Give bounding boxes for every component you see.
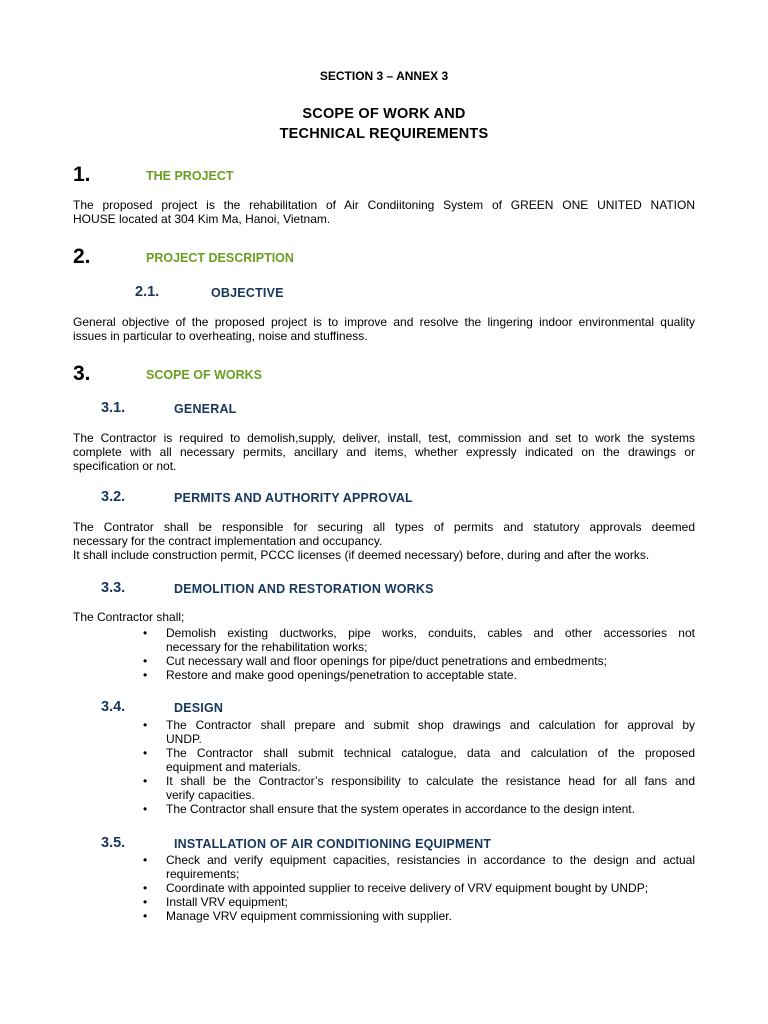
paragraph-line: HOUSE located at 304 Kim Ma, Hanoi, Vietnam. — [73, 212, 331, 226]
subsection-3-2-number: 3.2. — [101, 489, 126, 505]
subsection-3-4-bullet-list — [0, 718, 695, 816]
subsection-3-2-heading: PERMITS AND AUTHORITY APPROVAL — [174, 491, 413, 505]
subsection-3-4-number: 3.4. — [101, 699, 126, 715]
bullet-icon: • — [143, 626, 148, 640]
subsection-3-2-paragraph — [73, 520, 695, 562]
bullet-icon: • — [143, 895, 148, 909]
list-item — [0, 909, 695, 923]
list-item-text: equipment and materials. — [166, 760, 301, 774]
subsection-2-1-number: 2.1. — [135, 284, 160, 300]
bullet-icon: • — [143, 881, 148, 895]
bullet-icon: • — [143, 718, 148, 732]
subsection-3-1-paragraph — [73, 431, 695, 473]
list-item — [0, 895, 695, 909]
section-1-paragraph — [73, 198, 695, 226]
subsection-2-1-heading: OBJECTIVE — [211, 286, 284, 300]
subsection-3-3-heading: DEMOLITION AND RESTORATION WORKS — [174, 582, 434, 596]
paragraph-line: The proposed project is the rehabilitation of Air Condiitoning System of GREEN ONE UNITED NATION — [73, 198, 695, 212]
subsection-3-3-bullet-list — [0, 626, 695, 682]
subsection-3-5-number: 3.5. — [101, 835, 126, 851]
list-item-text: The Contractor shall submit technical catalogue, data and calculation of the proposed — [166, 746, 695, 760]
bullet-icon: • — [143, 909, 148, 923]
paragraph-line: General objective of the proposed project is to improve and resolve the lingering indoor environmental quality — [73, 315, 695, 329]
bullet-icon: • — [143, 654, 148, 668]
list-item — [0, 626, 695, 654]
list-item-text: Cut necessary wall and floor openings for pipe/duct penetrations and embedments; — [166, 654, 607, 668]
list-item-text: The Contractor shall ensure that the system operates in accordance to the design intent. — [166, 802, 635, 816]
paragraph-line: specification or not. — [73, 459, 177, 473]
document-title-line1: SCOPE OF WORK AND — [302, 106, 466, 122]
bullet-icon: • — [143, 774, 148, 788]
bullet-icon: • — [143, 853, 148, 867]
list-item-text: Demolish existing ductworks, pipe works, conduits, cables and other accessories not — [166, 626, 695, 640]
document-title-line2: TECHNICAL REQUIREMENTS — [279, 126, 489, 142]
subsection-3-4-heading: DESIGN — [174, 701, 224, 715]
list-item-text: Restore and make good openings/penetration to acceptable state. — [166, 668, 517, 682]
bullet-icon: • — [143, 802, 148, 816]
subsection-3-3-intro: The Contractor shall; — [73, 610, 185, 624]
list-item-text: It shall be the Contractor’s responsibility to calculate the resistance head for all fans and — [166, 774, 695, 788]
list-item-text: UNDP. — [166, 732, 202, 746]
subsection-3-3-number: 3.3. — [101, 580, 126, 596]
section-1-number: 1. — [73, 163, 91, 186]
paragraph-line: The Contractor is required to demolish,supply, deliver, install, test, commission and set to work the systems — [73, 431, 695, 445]
list-item-text: Install VRV equipment; — [166, 895, 288, 909]
list-item — [0, 746, 695, 774]
list-item-text: Check and verify equipment capacities, resistancies in accordance to the design and actual — [166, 853, 695, 867]
section-1-heading: THE PROJECT — [146, 169, 234, 183]
list-item-text: requirements; — [166, 867, 240, 881]
paragraph-line: The Contrator shall be responsible for securing all types of permits and statutory approvals deemed — [73, 520, 695, 534]
list-item — [0, 774, 695, 802]
paragraph-line: necessary for the contract implementation and occupancy. — [73, 534, 383, 548]
section-3-number: 3. — [73, 362, 91, 385]
list-item-text: necessary for the rehabilitation works; — [166, 640, 368, 654]
list-item-text: The Contractor shall prepare and submit shop drawings and calculation for approval by — [166, 718, 695, 732]
list-item — [0, 881, 695, 895]
paragraph-line: It shall include construction permit, PCCC licenses (if deemed necessary) before, during and after the works. — [73, 548, 650, 562]
subsection-2-1-paragraph — [73, 315, 695, 343]
subsection-3-5-heading: INSTALLATION OF AIR CONDITIONING EQUIPMENT — [174, 837, 492, 851]
subsection-3-1-number: 3.1. — [101, 400, 126, 416]
list-item — [0, 718, 695, 746]
paragraph-line: issues in particular to overheating, noise and stuffiness. — [73, 329, 368, 343]
bullet-icon: • — [143, 668, 148, 682]
list-item — [0, 668, 695, 682]
list-item-text: Coordinate with appointed supplier to receive delivery of VRV equipment bought by UNDP; — [166, 881, 649, 895]
list-item-text: Manage VRV equipment commissioning with supplier. — [166, 909, 452, 923]
bullet-icon: • — [143, 746, 148, 760]
section-2-number: 2. — [73, 245, 91, 268]
section-label: SECTION 3 – ANNEX 3 — [319, 69, 449, 83]
list-item — [0, 853, 695, 881]
subsection-3-1-heading: GENERAL — [174, 402, 237, 416]
subsection-3-5-bullet-list — [0, 853, 695, 923]
section-2-heading: PROJECT DESCRIPTION — [146, 251, 294, 265]
list-item-text: verify capacities. — [166, 788, 255, 802]
list-item — [0, 802, 695, 816]
paragraph-line: complete with all necessary permits, ancillary and items, whether expressly indicated on the drawings or — [73, 445, 695, 459]
section-3-heading: SCOPE OF WORKS — [146, 368, 262, 382]
list-item — [0, 654, 695, 668]
